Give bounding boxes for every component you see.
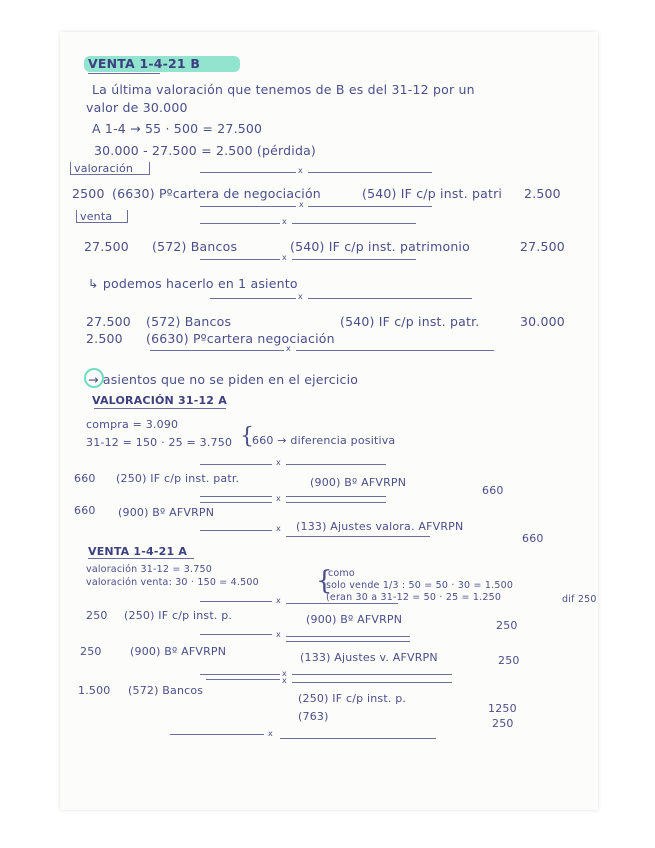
brace-icon: { [240,424,254,449]
x-marker: x [276,524,281,533]
calc-line: 30.000 - 27.500 = 2.500 (pérdida) [94,143,317,158]
x-marker: x [299,200,304,209]
debit-account: (900) Bº AFVRPN [118,506,215,519]
x-marker: x [276,494,281,503]
credit-amount: 27.500 [520,239,565,254]
title-underline [94,408,226,409]
section-title: VENTA 1-4-21 A [88,545,188,558]
entry-separator [296,350,494,351]
x-marker: x [276,596,281,605]
credit-account: (900) Bº AFVRPN [310,476,407,489]
credit-amount: 250 [492,717,514,730]
entry-separator [170,734,264,735]
entry-separator [292,223,416,224]
entry-separator [292,259,416,260]
credit-account: (540) IF c/p inst. patr. [340,314,480,329]
debit-amount: 27.500 [86,314,131,329]
entry-separator [292,674,452,675]
x-marker: x [282,217,287,226]
entry-separator [200,223,280,224]
calc-line: compra = 3.090 [86,418,179,431]
entry-separator [286,496,386,497]
entry-separator [200,206,296,207]
entry-separator [150,350,284,351]
x-marker: x [282,676,287,685]
x-marker: x [282,669,287,678]
debit-account: (572) Bancos [152,239,238,254]
entry-separator [200,502,272,503]
debit-account: (572) Bancos [128,684,204,697]
calc-line: A 1-4 → 55 · 500 = 27.500 [92,121,263,136]
entry-separator [200,496,272,497]
entry-separator [308,298,472,299]
entry-separator [200,634,272,635]
debit-amount: 660 [74,504,96,517]
entry-separator [286,502,386,503]
entry-separator [200,259,280,260]
entry-separator [280,738,436,739]
title-underline [88,558,194,559]
entry-separator [200,530,272,531]
credit-amount: 660 [522,532,544,545]
credit-account: (133) Ajustes v. AFVRPN [300,651,438,664]
credit-account: (540) IF c/p inst. patri [362,186,503,201]
entry-separator [200,464,272,465]
credit-amount: 250 [498,654,520,667]
debit-amount: 660 [74,472,96,485]
debit-account: (900) Bº AFVRPN [130,645,227,658]
note-line: solo vende 1/3 : 50 = 50 · 30 = 1.500 [326,580,514,591]
entry-separator [286,636,410,637]
debit-amount: 2.500 [86,331,123,346]
entry-separator [200,601,272,602]
entry-separator [308,206,432,207]
debit-amount: 250 [86,609,108,622]
entry-separator [206,679,280,680]
credit-account: (763) [298,710,329,723]
x-marker: x [286,344,291,353]
entry-separator [286,536,430,537]
credit-amount: 250 [496,619,518,632]
x-marker: x [298,166,303,175]
diff-note: 660 → diferencia positiva [252,434,396,447]
entry-separator [200,172,296,173]
credit-account: (540) IF c/p inst. patrimonio [290,239,470,254]
debit-account: (250) IF c/p inst. patr. [116,472,240,485]
calc-line: valoración 31-12 = 3.750 [86,564,212,575]
text-line: valor de 30.000 [86,100,188,115]
text-line: La última valoración que tenemos de B es del 31-12 por un [92,82,475,97]
credit-amount: 1250 [488,702,517,715]
calc-line: valoración venta: 30 · 150 = 4.500 [86,577,259,588]
debit-account: (6630) Pºcartera negociación [146,331,335,346]
debit-amount: 1.500 [78,684,111,697]
debit-amount: 27.500 [84,239,129,254]
entry-separator [210,298,296,299]
diff-note: dif 250 [562,594,597,605]
entry-separator [286,603,398,604]
credit-account: (133) Ajustes valora. AFVRPN [296,520,464,533]
brace-icon: { [316,566,333,596]
x-marker: x [268,729,273,738]
entry-separator [286,464,386,465]
entry-separator [200,674,280,675]
note-line: (eran 30 a 31-12 = 50 · 25 = 1.250 [326,592,502,603]
box-label-venta: venta [80,210,113,223]
calc-line: 31-12 = 150 · 25 = 3.750 [86,436,233,449]
credit-amount: 30.000 [520,314,565,329]
entry-separator [292,682,452,683]
x-marker: x [298,292,303,301]
credit-account: (250) IF c/p inst. p. [298,692,407,705]
credit-amount: 2.500 [524,186,561,201]
credit-amount: 660 [482,484,504,497]
note-line: como [328,568,355,579]
section-title: VALORACIÓN 31-12 A [92,394,227,407]
debit-amount: 2500 [72,186,105,201]
section-title: VENTA 1-4-21 B [88,56,201,71]
x-marker: x [282,253,287,262]
entry-separator [308,172,432,173]
debit-account: (6630) Pºcartera de negociación [112,186,321,201]
x-marker: x [276,630,281,639]
arrow-note: → asientos que no se piden en el ejercicio [88,372,359,387]
title-underline [88,73,160,74]
x-marker: x [276,458,281,467]
debit-account: (572) Bancos [146,314,232,329]
debit-amount: 250 [80,645,102,658]
box-label-valoracion: valoración [74,162,134,175]
entry-separator [286,641,410,642]
credit-account: (900) Bº AFVRPN [306,613,403,626]
note-line: ↳ podemos hacerlo en 1 asiento [88,276,298,291]
debit-account: (250) IF c/p inst. p. [124,609,233,622]
